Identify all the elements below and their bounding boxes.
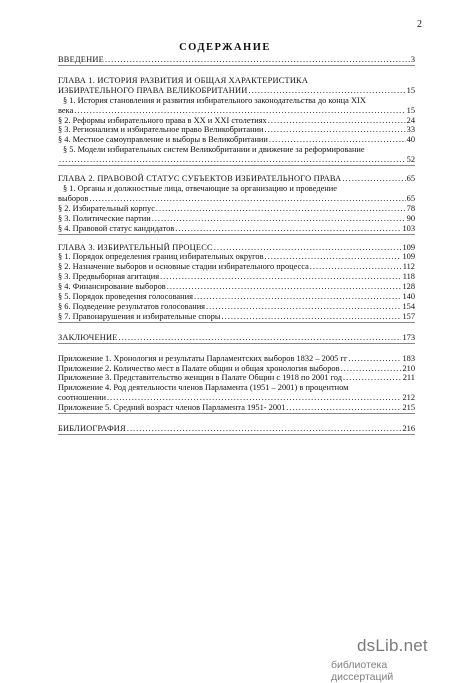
entry-page: 140 — [402, 292, 415, 302]
dot-leader — [156, 204, 406, 214]
entry-label: § 1. Порядок определения границ избирательных округов — [58, 252, 264, 262]
dot-leader — [89, 194, 405, 204]
dot-leader — [105, 55, 410, 65]
entry-page: 15 — [406, 85, 415, 95]
entry-page: 154 — [402, 301, 415, 311]
toc-entry-section-1-5[interactable] — [58, 155, 415, 165]
entry-label: ИЗБИРАТЕЛЬНОГО ПРАВА ВЕЛИКОБРИТАНИИ — [58, 85, 248, 95]
toc-entry-section-3-1[interactable] — [58, 252, 415, 262]
dot-leader — [249, 86, 406, 96]
entry-page: 109 — [402, 242, 415, 252]
dot-leader — [167, 282, 402, 292]
entry-label: ВВЕДЕНИЕ — [58, 55, 104, 64]
entry-page: 109 — [402, 252, 415, 262]
entry-label: § 6. Подведение результатов голосования — [58, 301, 206, 311]
section-2-1[interactable]: § 1. Органы и должностные лица, отвечающие за организацию и проведение — [63, 183, 337, 193]
entry-page: 112 — [402, 262, 415, 272]
dot-leader — [194, 292, 401, 302]
entry-label: § 7. Правонарушения и избирательные споры — [58, 311, 221, 321]
dot-leader — [107, 393, 402, 403]
entry-label: § 2. Назначение выборов и основные стадии избирательного процесса — [58, 262, 309, 272]
dot-leader — [160, 272, 402, 282]
entry-page: 33 — [406, 125, 415, 135]
entry-page: 90 — [406, 213, 415, 223]
dot-leader — [222, 312, 402, 322]
entry-label: § 5. Порядок проведения голосования — [58, 292, 193, 302]
toc-title: СОДЕРЖАНИЕ — [179, 42, 271, 53]
entry-label: § 4. Правовой статус кандидатов — [58, 223, 175, 233]
dot-leader — [119, 333, 402, 343]
entry-label: § 3. Предвыборная агитация — [58, 272, 160, 282]
entry-page: 24 — [406, 115, 415, 125]
toc-entry-appendix-2[interactable] — [58, 364, 415, 374]
page-number: 2 — [417, 19, 422, 30]
entry-page: 78 — [406, 203, 415, 213]
dot-leader — [59, 155, 406, 165]
toc-entry-appendix-5[interactable] — [58, 403, 415, 413]
toc-entry-appendix-3[interactable] — [58, 373, 415, 383]
dot-leader — [175, 224, 401, 234]
chapter-1-heading[interactable]: ГЛАВА 1. ИСТОРИЯ РАЗВИТИЯ И ОБЩАЯ ХАРАКТЕРИСТИКА — [58, 75, 309, 85]
entry-page: 65 — [406, 193, 415, 203]
entry-label: § 3. Политические партии — [58, 213, 151, 223]
entry-label: Приложение 3. Представительство женщин в Палате Общин с 1918 по 2001 год — [58, 373, 343, 383]
toc-entry-section-1-3[interactable] — [58, 125, 415, 135]
entry-label: § 2. Реформы избирательного права в XX и XXI столетиях — [58, 115, 267, 125]
entry-page: 40 — [406, 135, 415, 145]
toc-entry-section-3-6[interactable] — [58, 302, 415, 312]
toc-entry-appendix-1[interactable] — [58, 354, 415, 364]
dot-leader — [152, 214, 406, 224]
entry-label: соотношении — [58, 393, 106, 403]
toc-entry-section-3-3[interactable] — [58, 272, 415, 282]
toc-entry-section-1-2[interactable] — [58, 116, 415, 126]
dot-leader — [268, 116, 406, 126]
entry-page: 52 — [406, 155, 415, 165]
entry-label: § 3. Регионализм и избирательное право Великобритании — [58, 125, 264, 135]
entry-page: 210 — [402, 363, 415, 373]
section-1-5[interactable]: § 5. Модели избирательных систем Великобритании и движение за реформирование — [63, 145, 365, 155]
table-of-contents — [58, 55, 415, 435]
dot-leader — [265, 125, 406, 135]
dot-leader — [343, 373, 402, 383]
entry-page: 212 — [402, 393, 415, 403]
toc-entry-section-2-2[interactable] — [58, 204, 415, 214]
entry-page: 65 — [406, 174, 415, 184]
toc-entry-section-3-7[interactable] — [58, 312, 415, 322]
toc-entry-section-3-2[interactable] — [58, 262, 415, 272]
entry-page: 183 — [402, 353, 415, 363]
entry-page: 103 — [402, 223, 415, 233]
dot-leader — [342, 174, 405, 184]
entry-label: Приложение 1. Хронология и результаты Парламентских выборов 1832 – 2005 гг — [58, 353, 348, 363]
dot-leader — [348, 354, 401, 364]
dot-leader — [127, 424, 402, 434]
dot-leader — [341, 364, 402, 374]
entry-label: Приложение 2. Количество мест в Палате общин и общая хронология выборов — [58, 363, 340, 373]
dot-leader — [286, 403, 401, 413]
entry-page: 128 — [402, 282, 415, 292]
dot-leader — [310, 262, 402, 272]
toc-entry-bibliography[interactable] — [58, 424, 415, 434]
toc-entry-intro[interactable] — [58, 55, 415, 65]
toc-entry-appendix-4[interactable] — [58, 393, 415, 403]
entry-page: 118 — [402, 272, 415, 282]
toc-entry-conclusion[interactable] — [58, 333, 415, 343]
toc-entry-section-1-4[interactable] — [58, 135, 415, 145]
entry-label: ГЛАВА 3. ИЗБИРАТЕЛЬНЫЙ ПРОЦЕСС — [58, 242, 213, 252]
entry-page: 211 — [402, 373, 415, 383]
entry-page: 3 — [410, 55, 415, 64]
entry-label: § 2. Избирательный корпус — [58, 203, 155, 213]
entry-label: Приложение 5. Средний возраст членов Парламента 1951- 2001 — [58, 403, 286, 413]
separator — [58, 434, 415, 435]
appendix-4[interactable]: Приложение 4. Род деятельности членов Парламента (1951 – 2001) в процентном — [58, 383, 349, 393]
entry-label: ЗАКЛЮЧЕНИЕ — [58, 332, 118, 342]
toc-entry-section-2-1[interactable] — [58, 194, 415, 204]
toc-entry-section-2-4[interactable] — [58, 224, 415, 234]
entry-page: 215 — [402, 403, 415, 413]
section-1-1[interactable]: § 1. История становления и развития избирательного законодательства до конца XIX — [63, 95, 366, 105]
entry-page: 15 — [406, 105, 415, 115]
entry-page: 216 — [402, 424, 415, 434]
entry-page: 173 — [402, 332, 415, 342]
entry-label: века — [58, 105, 74, 115]
watermark-logo[interactable]: dsLib.net — [357, 636, 428, 655]
entry-label: БИБЛИОГРАФИЯ — [58, 424, 126, 434]
dot-leader — [269, 135, 406, 145]
entry-label: выборов — [58, 193, 89, 203]
toc-entry-section-3-4[interactable] — [58, 282, 415, 292]
toc-entry-chapter-2[interactable] — [58, 174, 415, 184]
entry-label: § 4. Финансирование выборов — [58, 282, 166, 292]
watermark-subtitle: библиотека диссертаций — [331, 659, 394, 683]
entry-label: § 4. Местное самоуправление и выборы в Великобритании — [58, 135, 268, 145]
toc-entry-chapter-3[interactable] — [58, 243, 415, 253]
entry-page: 157 — [402, 311, 415, 321]
toc-entry-section-3-5[interactable] — [58, 292, 415, 302]
dot-leader — [214, 243, 402, 253]
dot-leader — [265, 252, 402, 262]
toc-entry-chapter-1[interactable] — [58, 86, 415, 96]
entry-label: ГЛАВА 2. ПРАВОВОЙ СТАТУС СУБЪЕКТОВ ИЗБИРАТЕЛЬНОГО ПРАВА — [58, 174, 342, 184]
dot-leader — [74, 106, 405, 116]
toc-entry-section-2-3[interactable] — [58, 214, 415, 224]
dot-leader — [206, 302, 401, 312]
toc-entry-section-1-1[interactable] — [58, 106, 415, 116]
